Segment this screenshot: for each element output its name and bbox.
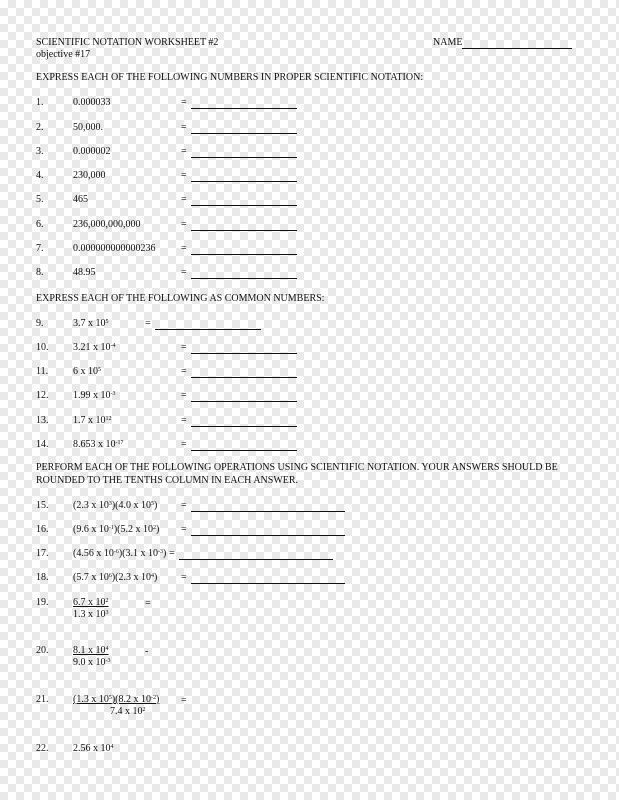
equals-sign: = [181,97,187,108]
problem-2-value: 50,000. [73,122,103,133]
problem-5-number: 5. [36,194,44,205]
equals-sign: = [181,194,187,205]
problem-9-answer[interactable] [145,318,261,330]
problem-12-exponent: -3 [110,391,116,397]
equals-sign: = [181,342,187,353]
problem-7-value: 0.000000000000236 [73,243,156,254]
problem-14-expression [73,439,124,451]
problem-10-number: 10. [36,342,49,353]
problem-13-expression [73,415,112,427]
worksheet-objective: objective #17 [36,49,91,60]
problem-22-base: 2.56 x 10 [73,743,111,754]
problem-11-answer[interactable] [181,366,297,378]
name-label: NAME [433,37,463,48]
problem-11-number: 11. [36,366,49,377]
problem-17-answer[interactable] [169,548,333,560]
problem-9-exponent: 5 [105,319,109,325]
answer-blank-line[interactable] [191,195,297,206]
numerator-part: ) [156,694,160,705]
problem-12-answer[interactable] [181,390,297,402]
numerator-exponent: 2 [105,598,109,604]
numerator-exponent: 4 [105,646,109,652]
answer-blank-line[interactable] [191,220,297,231]
numerator-exponent: 5 [108,695,112,701]
problem-2-answer[interactable] [181,122,297,134]
expression-part: ) [154,500,158,511]
problem-10-base: 3.21 x 10 [73,342,111,353]
name-blank-line[interactable] [462,38,572,49]
denominator-part: 9.0 x 10 [73,657,106,668]
denominator-exponent: 2 [142,707,146,713]
problem-6-value: 236,000,000,000 [73,219,141,230]
problem-1-value: 0.000033 [73,97,111,108]
problem-4-value: 230,000 [73,170,106,181]
expression-exponent: 2 [153,525,157,531]
problem-15-expression [73,500,157,512]
equals-sign: = [181,170,187,181]
expression-part: )(4.0 x 10 [111,500,152,511]
answer-blank-line[interactable] [179,549,333,560]
section3-heading-line2: ROUNDED TO THE TENTHS COLUMN IN EACH ANSWER. [36,475,299,486]
problem-19-sign: = [145,598,151,609]
problem-7-answer[interactable] [181,243,297,255]
problem-16-number: 16. [36,524,49,535]
equals-sign: = [181,415,187,426]
problem-22-number: 22. [36,743,49,754]
problem-2-number: 2. [36,122,44,133]
equals-sign: = [181,390,187,401]
problem-12-number: 12. [36,390,49,401]
denominator-exponent: -3 [105,658,111,664]
numerator-part: )(8.2 x 10 [111,694,152,705]
problem-13-base: 1.7 x 10 [73,415,106,426]
answer-blank-line[interactable] [191,501,345,512]
problem-18-number: 18. [36,572,49,583]
problem-11-exponent: 5 [98,367,101,373]
problem-14-number: 14. [36,439,49,450]
problem-18-answer[interactable] [181,572,345,584]
answer-blank-line[interactable] [191,244,297,255]
problem-20-numerator [73,645,109,657]
problem-22-exponent: 4 [110,744,114,750]
answer-blank-line[interactable] [191,268,297,279]
problem-19-denominator [73,609,109,621]
expression-exponent: -6 [113,549,119,555]
numerator-exponent: -2 [151,695,157,701]
problem-12-expression [73,390,116,402]
problem-13-answer[interactable] [181,415,297,427]
problem-16-expression [73,524,159,536]
problem-8-number: 8. [36,267,44,278]
name-field[interactable] [433,37,572,49]
answer-blank-line[interactable] [191,525,345,536]
section3-heading-line1: PERFORM EACH OF THE FOLLOWING OPERATIONS USING SCIENTIFIC NOTATION. YOUR ANSWERS SHOULD BE [36,462,558,473]
problem-14-base: 8.653 x 10 [73,439,116,450]
problem-3-value: 0.000002 [73,146,111,157]
problem-5-value: 465 [73,194,88,205]
numerator-part: (1.3 x 10 [73,694,109,705]
expression-exponent: 3 [108,501,112,507]
answer-blank-line[interactable] [191,573,345,584]
problem-20-sign: - [145,646,149,657]
answer-blank-line[interactable] [191,367,297,378]
equals-sign: = [181,439,187,450]
expression-part: (9.6 x 10 [73,524,109,535]
problem-20-denominator [73,657,111,669]
problem-11-expression [73,366,101,378]
answer-blank-line[interactable] [191,391,297,402]
denominator-part: 1.3 x 10 [73,609,106,620]
problem-21-number: 21. [36,694,49,705]
problem-16-answer[interactable] [181,524,345,536]
problem-10-expression [73,342,116,354]
expression-part: (2.3 x 10 [73,500,109,511]
equals-sign: = [181,146,187,157]
denominator-part: 7.4 x 10 [110,706,143,717]
problem-9-expression [73,318,109,330]
equals-sign: = [181,572,187,583]
problem-10-exponent: -4 [110,343,116,349]
answer-blank-line[interactable] [191,171,297,182]
section1-heading: EXPRESS EACH OF THE FOLLOWING NUMBERS IN PROPER SCIENTIFIC NOTATION: [36,72,424,83]
section2-heading: EXPRESS EACH OF THE FOLLOWING AS COMMON NUMBERS: [36,293,325,304]
answer-blank-line[interactable] [155,319,261,330]
problem-6-number: 6. [36,219,44,230]
expression-exponent: -3 [158,549,164,555]
equals-sign: = [181,524,187,535]
problem-9-number: 9. [36,318,44,329]
worksheet-title: SCIENTIFIC NOTATION WORKSHEET #2 [36,37,219,48]
answer-blank-line[interactable] [191,98,297,109]
problem-12-base: 1.99 x 10 [73,390,111,401]
problem-19-number: 19. [36,597,49,608]
problem-20-number: 20. [36,645,49,656]
equals-sign: = [181,267,187,278]
expression-part: )(2.3 x 10 [111,572,152,583]
answer-blank-line[interactable] [191,123,297,134]
expression-exponent: 5 [151,501,155,507]
answer-blank-line[interactable] [191,343,297,354]
problem-9-base: 3.7 x 10 [73,318,106,329]
problem-3-answer[interactable] [181,146,297,158]
problem-22-expression [73,743,114,755]
answer-blank-line[interactable] [191,440,297,451]
problem-13-number: 13. [36,415,49,426]
equals-sign: = [169,548,175,559]
problem-21-denominator [110,706,146,718]
problem-17-expression [73,548,166,560]
expression-part: )(3.1 x 10 [118,548,159,559]
expression-part: ) [163,548,167,559]
problem-19-numerator [73,597,109,609]
answer-blank-line[interactable] [191,416,297,427]
problem-14-exponent: -17 [115,440,124,446]
equals-sign: = [181,500,187,511]
expression-part: ) [154,572,158,583]
numerator-part: 6.7 x 10 [73,597,106,608]
problem-1-answer[interactable] [181,97,297,109]
problem-21-numerator [73,694,159,706]
problem-17-number: 17. [36,548,49,559]
answer-blank-line[interactable] [191,147,297,158]
problem-8-value: 48.95 [73,267,96,278]
problem-4-number: 4. [36,170,44,181]
problem-11-base: 6 x 10 [73,366,98,377]
problem-21-sign: = [181,695,187,706]
denominator-exponent: 3 [105,610,109,616]
equals-sign: = [181,219,187,230]
problem-5-answer[interactable] [181,194,297,206]
expression-part: ) [156,524,160,535]
problem-1-number: 1. [36,97,44,108]
expression-exponent: 4 [151,573,155,579]
expression-part: )(5.2 x 10 [113,524,154,535]
expression-exponent: -1 [108,525,114,531]
problem-3-number: 3. [36,146,44,157]
numerator-part: 8.1 x 10 [73,645,106,656]
problem-18-expression [73,572,157,584]
equals-sign: = [181,366,187,377]
problem-10-answer[interactable] [181,342,297,354]
problem-4-answer[interactable] [181,170,297,182]
problem-8-answer[interactable] [181,267,297,279]
problem-15-answer[interactable] [181,500,345,512]
problem-14-answer[interactable] [181,439,297,451]
expression-exponent: 6 [108,573,112,579]
equals-sign: = [145,318,151,329]
equals-sign: = [181,243,187,254]
expression-part: (5.7 x 10 [73,572,109,583]
problem-6-answer[interactable] [181,219,297,231]
problem-15-number: 15. [36,500,49,511]
expression-part: (4.56 x 10 [73,548,114,559]
problem-7-number: 7. [36,243,44,254]
problem-13-exponent: 12 [105,416,112,422]
equals-sign: = [181,122,187,133]
